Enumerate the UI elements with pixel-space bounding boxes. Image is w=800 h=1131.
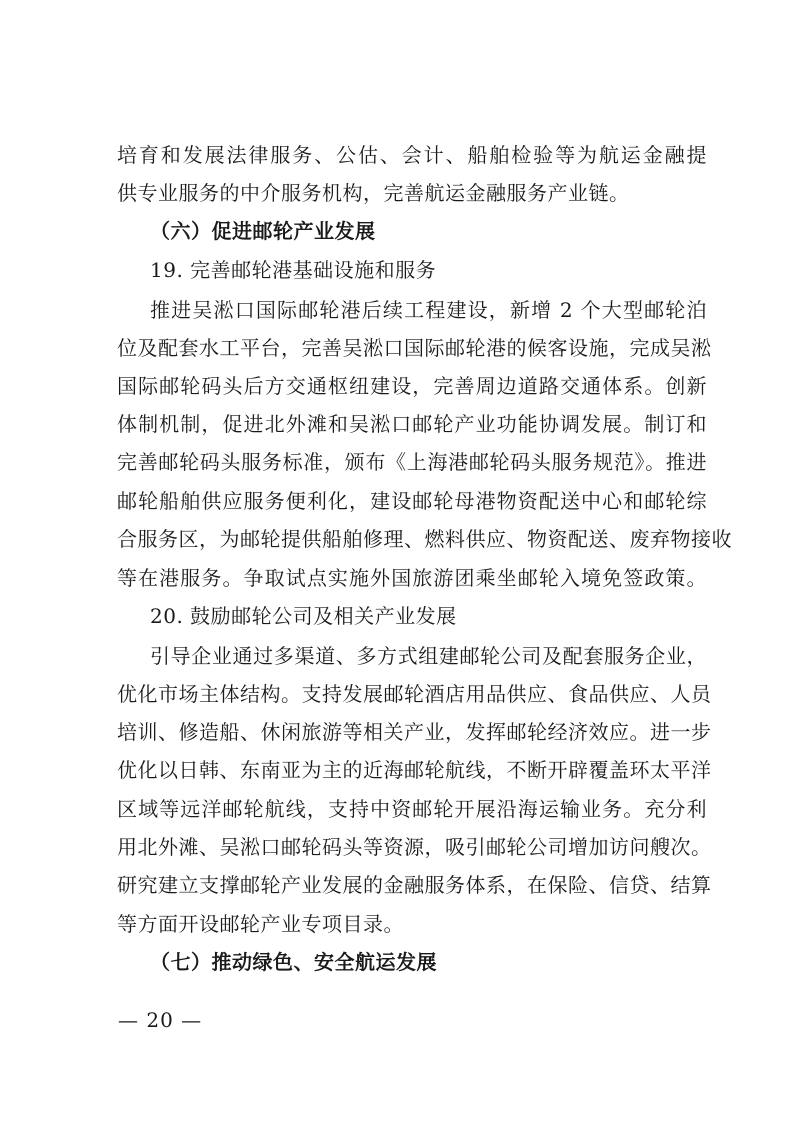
subsection-heading: 19. 完善邮轮港基础设施和服务 bbox=[150, 258, 437, 282]
paragraph-line: 邮轮船舶供应服务便利化，建设邮轮母港物资配送中心和邮轮综 bbox=[117, 489, 707, 513]
paragraph-line: 完善邮轮码头服务标准，颁布《上海港邮轮码头服务规范》。推进 bbox=[117, 450, 707, 474]
paragraph-line: 区域等远洋邮轮航线，支持中资邮轮开展沿海运输业务。充分利 bbox=[117, 797, 707, 821]
paragraph-line: 国际邮轮码头后方交通枢纽建设，完善周边道路交通体系。创新 bbox=[117, 374, 707, 398]
paragraph-line: 等在港服务。争取试点实施外国旅游团乘坐邮轮入境免签政策。 bbox=[117, 566, 707, 590]
paragraph-line: 供专业服务的中介服务机构，完善航运金融服务产业链。 bbox=[117, 181, 630, 205]
section-heading: （七）推动绿色、安全航运发展 bbox=[150, 950, 437, 974]
paragraph-line: 引导企业通过多渠道、多方式组建邮轮公司及配套服务企业， bbox=[150, 644, 707, 668]
paragraph-line: 位及配套水工平台，完善吴淞口国际邮轮港的候客设施，完成吴淞 bbox=[117, 336, 712, 360]
page-number: — 20 — bbox=[118, 1008, 203, 1032]
paragraph-line: 体制机制，促进北外滩和吴淞口邮轮产业功能协调发展。制订和 bbox=[117, 412, 707, 436]
paragraph-line: 推进吴淞口国际邮轮港后续工程建设，新增 2 个大型邮轮泊 bbox=[150, 298, 707, 322]
subsection-heading: 20. 鼓励邮轮公司及相关产业发展 bbox=[150, 604, 457, 628]
paragraph-line: 用北外滩、吴淞口邮轮码头等资源，吸引邮轮公司增加访问艘次。 bbox=[117, 835, 712, 859]
paragraph-line: 合服务区，为邮轮提供船舶修理、燃料供应、物资配送、废弃物接收 bbox=[117, 527, 732, 551]
paragraph-line: 优化市场主体结构。支持发展邮轮酒店用品供应、食品供应、人员 bbox=[117, 682, 712, 706]
paragraph-line: 等方面开设邮轮产业专项目录。 bbox=[117, 912, 404, 936]
section-heading: （六）促进邮轮产业发展 bbox=[150, 219, 376, 243]
paragraph-line: 培育和发展法律服务、公估、会计、船舶检验等为航运金融提 bbox=[117, 143, 707, 167]
paragraph-line: 优化以日韩、东南亚为主的近海邮轮航线，不断开辟覆盖环太平洋 bbox=[117, 758, 712, 782]
paragraph-line: 研究建立支撑邮轮产业发展的金融服务体系，在保险、信贷、结算 bbox=[117, 873, 712, 897]
paragraph-line: 培训、修造船、休闲旅游等相关产业，发挥邮轮经济效应。进一步 bbox=[117, 720, 712, 744]
